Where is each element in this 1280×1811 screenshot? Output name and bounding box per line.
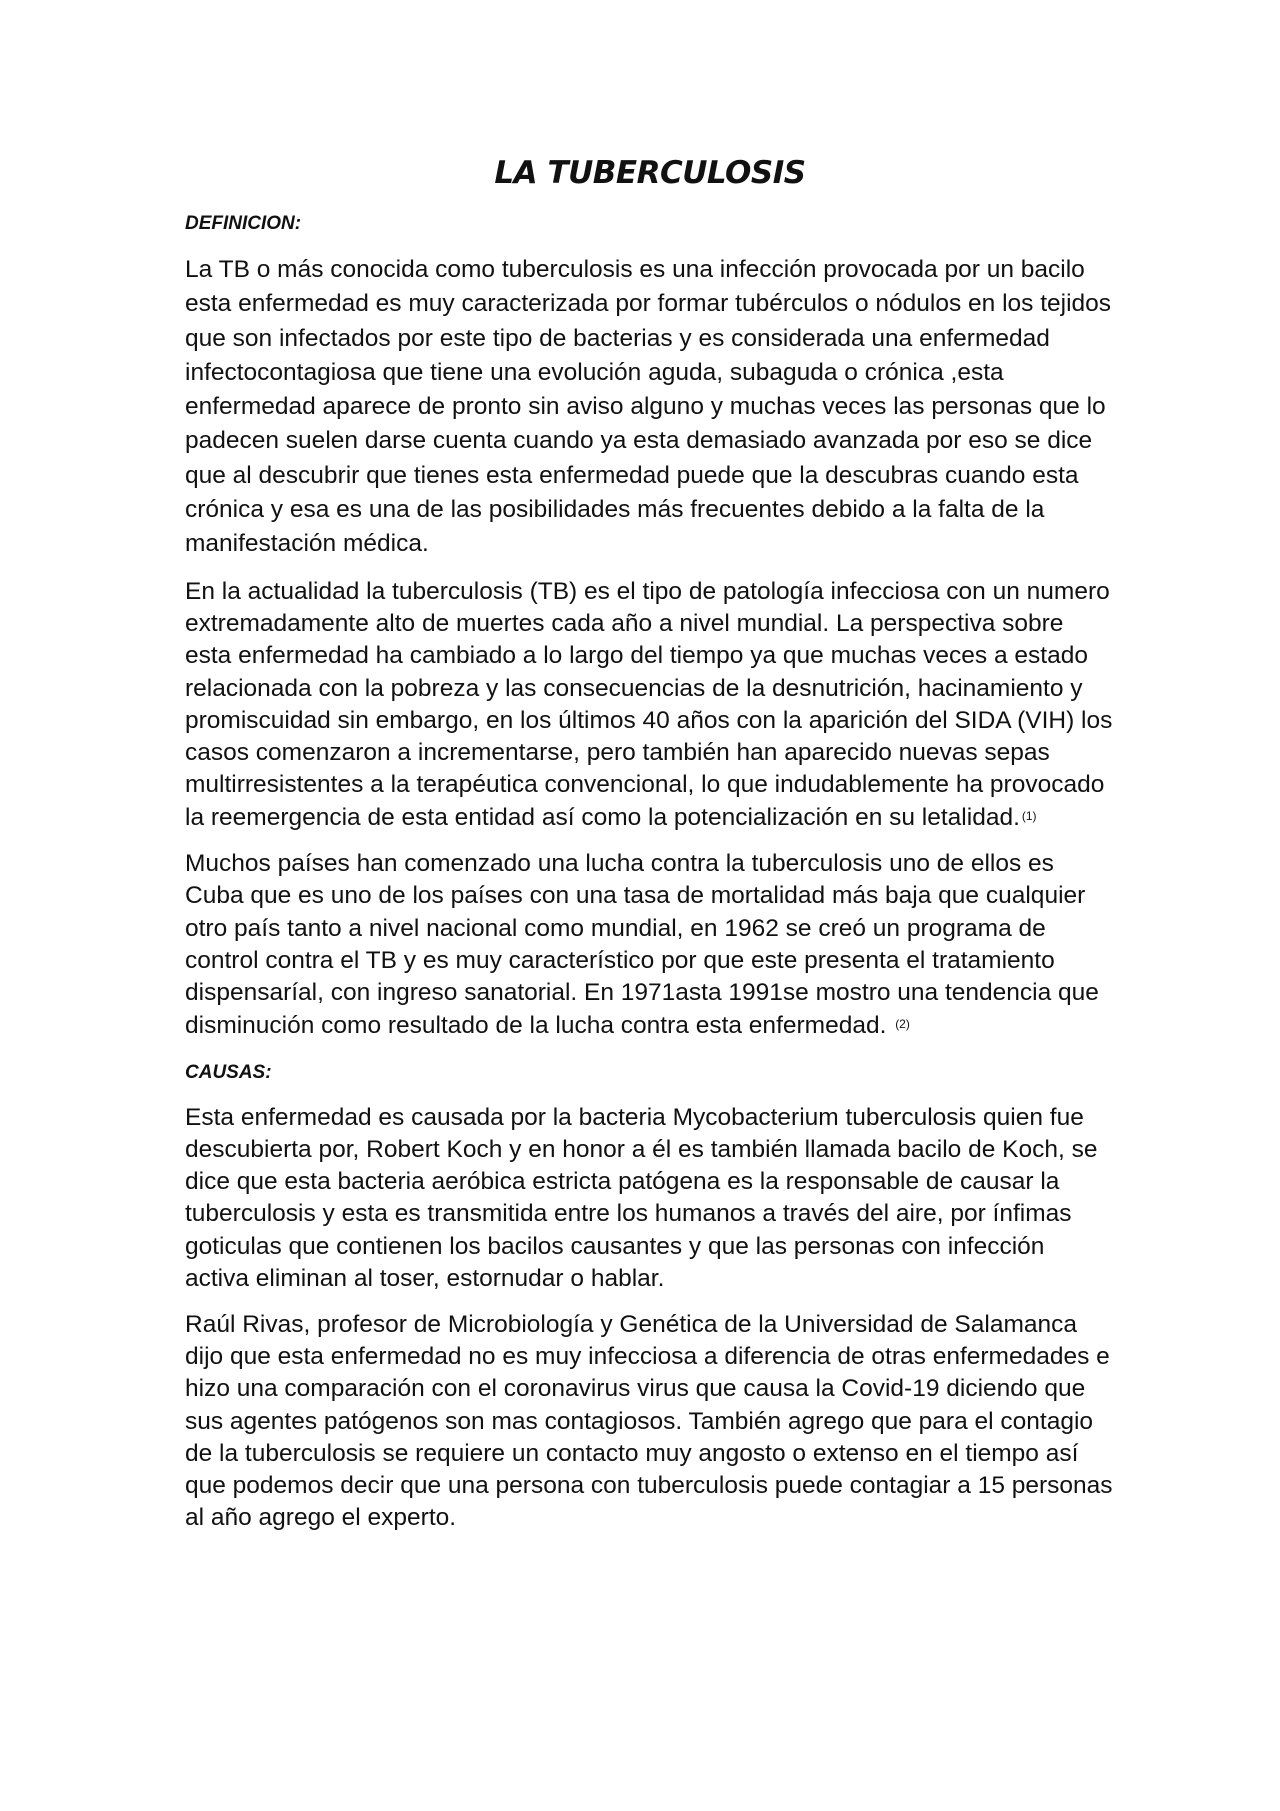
paragraph-definicion-2-text: En la actualidad la tuberculosis (TB) es el tipo de patología infecciosa con un numero extremadamente alto de muertes cada año a nivel mundial. La perspectiva sobre esta enfermedad ha cambiado a lo largo del tiempo ya que muchas veces a estado relacionada con la pobreza y las consecuencias de la desnutrición, hacinamiento y promiscuidad sin embargo, en los últimos 40 años con la aparición del SIDA (VIH) los casos comenzaron a incrementarse, pero también han aparecido nuevas sepas multirresistentes a la terapéutica convencional, lo que indudablemente ha provocado la reemergencia de esta entidad así como la potencialización en su letalidad. [185,577,1113,831]
document-page [185,155,1115,1548]
section-heading-definicion: DEFINICION: [185,213,302,234]
document-title: LA TUBERCULOSIS [494,155,806,191]
section-heading-causas: CAUSAS: [185,1061,272,1083]
paragraph-causas-2: Raúl Rivas, profesor de Microbiología y Genética de la Universidad de Salamanca dijo que esta enfermedad no es muy infecciosa a diferencia de otras enfermedades e hizo una comparación con el coronavirus virus que causa la Covid-19 diciendo que sus agentes patógenos son mas contagiosos. También agrego que para el contagio de la tuberculosis se requiere un contacto muy angosto o extenso en el tiempo así que podemos decir que una persona con tuberculosis puede contagiar a 15 personas al año agrego el experto. [185,1311,1113,1532]
paragraph-definicion-3-text: Muchos países han comenzado una lucha contra la tuberculosis uno de ellos es Cuba que es uno de los países con una tasa de mortalidad más baja que cualquier otro país tanto a nivel nacional como mundial, en 1962 se creó un programa de control contra el TB y es muy característico por que este presenta el tratamiento dispensaríal, con ingreso sanatorial. En 1971asta 1991se mostro una tendencia que disminución como resultado de la lucha contra esta enfermedad. [185,850,1099,1039]
footnote-ref-1: (1) [1021,808,1037,823]
footnote-ref-2: (2) [895,1016,910,1031]
paragraph-definicion-2 [185,576,1115,834]
paragraph-definicion-1: La TB o más conocida como tuberculosis es una infección provocada por un bacilo esta enfermedad es muy caracterizada por formar tubérculos o nódulos en los tejidos que son infectados por este tipo de bacterias y es considerada una enfermedad infectocontagiosa que tiene una evolución aguda, subaguda o crónica ,esta enfermedad aparece de pronto sin aviso alguno y muchas veces las personas que lo padecen suelen darse cuenta cuando ya esta demasiado avanzada por eso se dice que al descubrir que tienes esta enfermedad puede que la descubras cuando esta crónica y esa es una de las posibilidades más frecuentes debido a la falta de la manifestación médica. [185,256,1112,558]
paragraph-definicion-3 [185,848,1115,1042]
paragraph-causas-1: Esta enfermedad es causada por la bacteria Mycobacterium tuberculosis quien fue descubierta por, Robert Koch y en honor a él es también llamada bacilo de Koch, se dice que esta bacteria aeróbica estricta patógena es la responsable de causar la tuberculosis y esta es transmitida entre los humanos a través del aire, por ínfimas goticulas que contienen los bacilos causantes y que las personas con infección activa eliminan al toser, estornudar o hablar. [185,1103,1098,1292]
